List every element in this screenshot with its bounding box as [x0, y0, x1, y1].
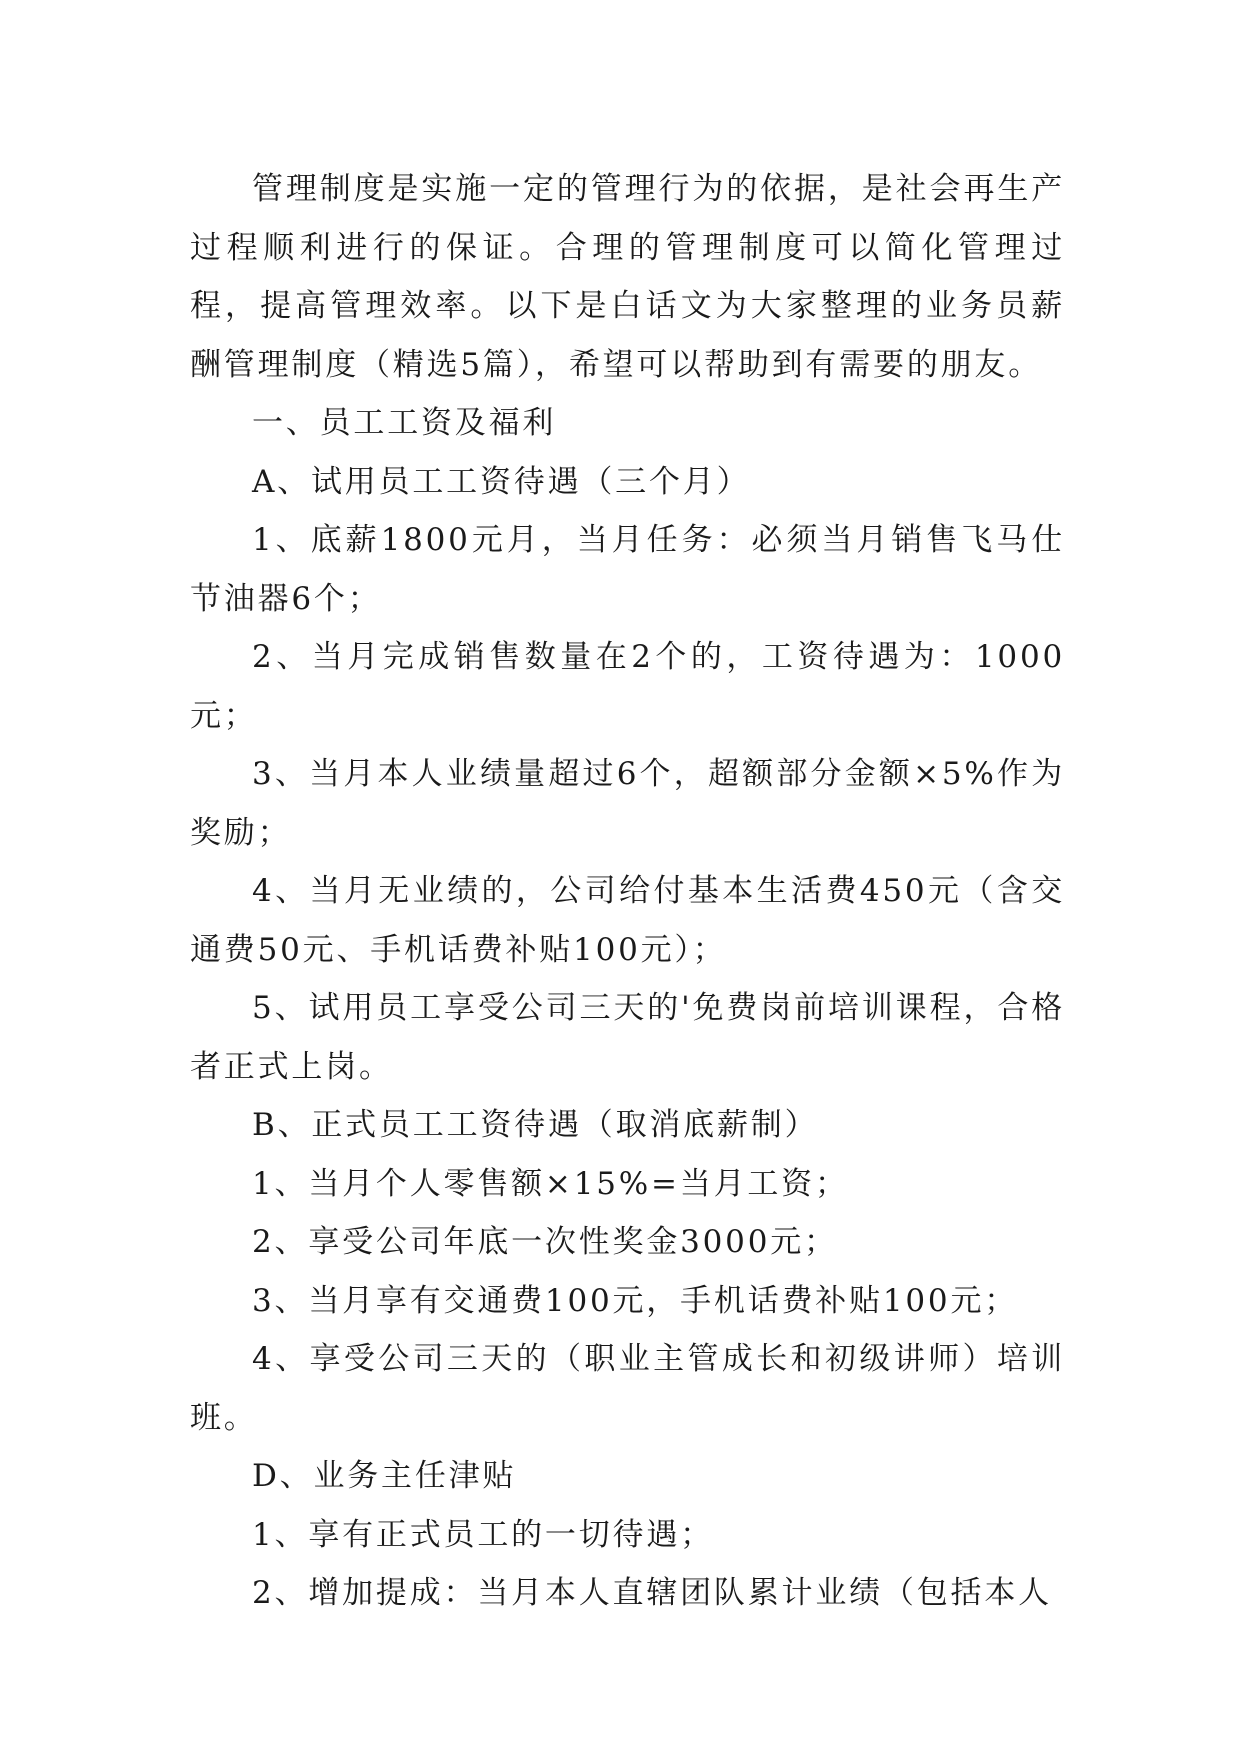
list-item: 4、享受公司三天的（职业主管成长和初级讲师）培训班。: [190, 1341, 1065, 1436]
document-body: [190, 160, 1065, 1623]
list-item: 2、增加提成：当月本人直辖团队累计业绩（包括本人: [252, 1575, 1052, 1611]
subheading-probation-wages: A、试用员工工资待遇（三个月）: [252, 463, 751, 500]
list-item: 1、底薪1800元月，当月任务：必须当月销售飞马仕节油器6个；: [190, 522, 1065, 617]
intro-paragraph: 管理制度是实施一定的管理行为的依据，是社会再生产过程顺利进行的保证。合理的管理制度可以简化管理过程，提高管理效率。以下是白话文为大家整理的业务员薪酬管理制度（精选5篇），希望可以帮助到有需要的朋友。: [190, 171, 1065, 383]
list-item: 3、当月本人业绩量超过6个，超额部分金额×5%作为奖励；: [190, 756, 1065, 851]
list-item: 2、享受公司年底一次性奖金3000元；: [252, 1224, 838, 1260]
list-item: 4、当月无业绩的，公司给付基本生活费450元（含交通费50元、手机话费补贴100元）；: [190, 873, 1065, 968]
subheading-formal-wages: B、正式员工工资待遇（取消底薪制）: [252, 1107, 819, 1143]
subheading-supervisor-allowance: D、业务主任津贴: [252, 1458, 517, 1494]
section-heading-wages-benefits: 一、员工工资及福利: [252, 405, 557, 441]
list-item: 1、享有正式员工的一切待遇；: [252, 1516, 714, 1553]
list-item: 5、试用员工享受公司三天的'免费岗前培训课程，合格者正式上岗。: [190, 990, 1065, 1085]
list-item: 3、当月享有交通费100元，手机话费补贴100元；: [252, 1282, 1019, 1319]
list-item: 2、当月完成销售数量在2个的，工资待遇为：1000元；: [190, 639, 1065, 734]
list-item: 1、当月个人零售额×15%=当月工资；: [252, 1165, 849, 1202]
